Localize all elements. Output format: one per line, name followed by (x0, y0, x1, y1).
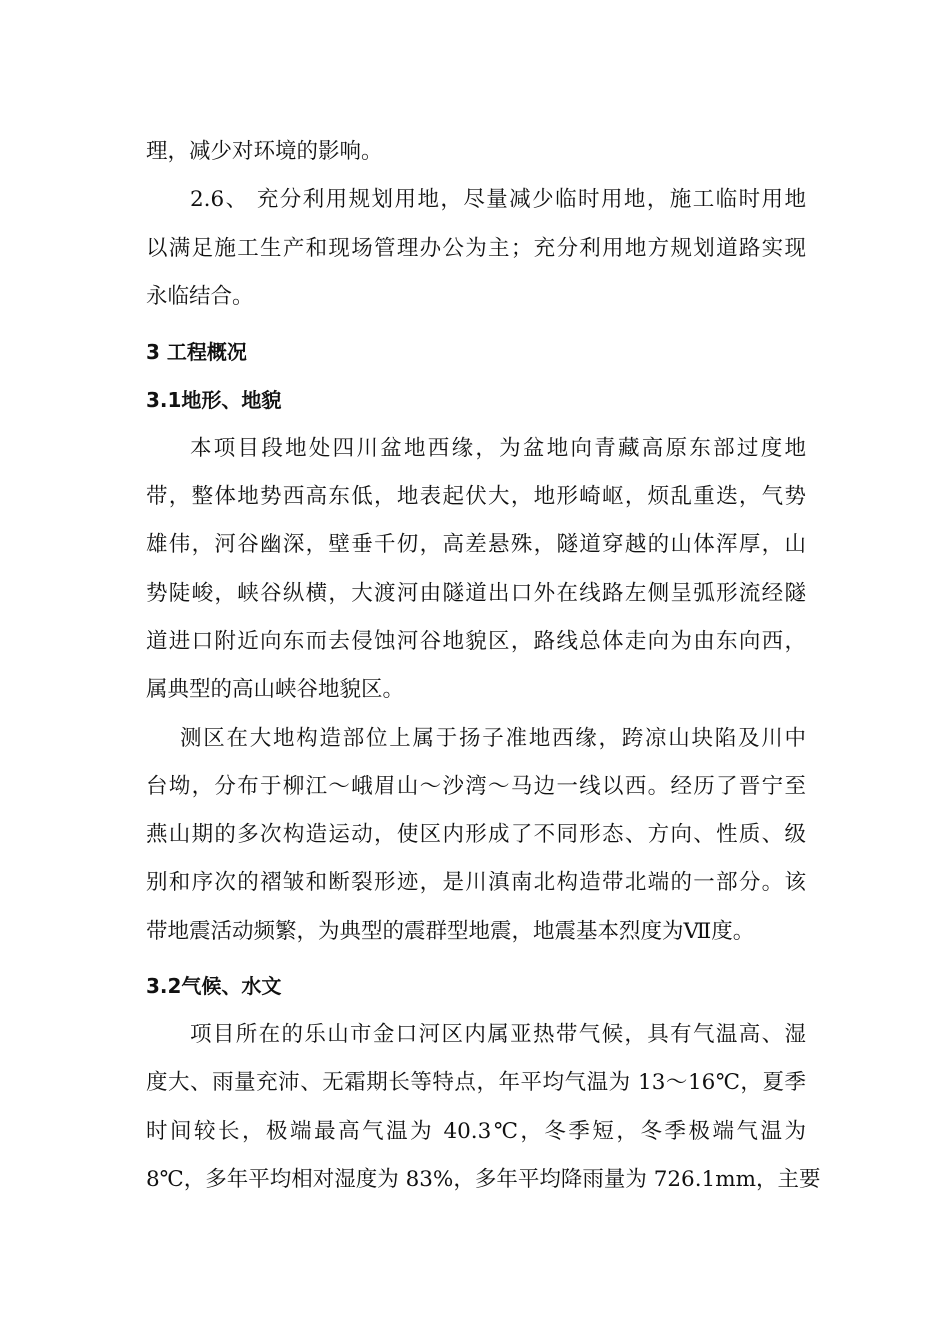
paragraph-line-9: 道进口附近向东而去侵蚀河谷地貌区，路线总体走向为由东向西， (146, 629, 806, 654)
paragraph-line-17: 度大、雨量充沛、无霜期长等特点，年平均气温为 13～16℃，夏季 (146, 1070, 806, 1095)
paragraph-line-2: 2.6、 充分利用规划用地，尽量减少临时用地，施工临时用地 (190, 187, 806, 212)
paragraph-line-13: 燕山期的多次构造运动，使区内形成了不同形态、方向、性质、级 (146, 822, 806, 847)
paragraph-line-3: 以满足施工生产和现场管理办公为主；充分利用地方规划道路实现 (146, 236, 806, 261)
paragraph-line-4: 永临结合。 (146, 284, 254, 309)
paragraph-line-1: 理，减少对环境的影响。 (146, 139, 383, 164)
section-heading-3-2: 3.2气候、水文 (146, 974, 282, 998)
paragraph-line-8: 势陡峻，峡谷纵横，大渡河由隧道出口外在线路左侧呈弧形流经隧 (146, 581, 806, 606)
paragraph-line-11: 测区在大地构造部位上属于扬子准地西缘，跨凉山块陷及川中 (180, 726, 806, 751)
paragraph-line-6: 带，整体地势西高东低，地表起伏大，地形崎岖，烦乱重迭，气势 (146, 484, 806, 509)
paragraph-line-12: 台坳，分布于柳江～峨眉山～沙湾～马边一线以西。经历了晋宁至 (146, 774, 806, 799)
paragraph-line-10: 属典型的高山峡谷地貌区。 (146, 677, 405, 702)
paragraph-line-16: 项目所在的乐山市金口河区内属亚热带气候，具有气温高、湿 (190, 1022, 806, 1047)
paragraph-line-18: 时间较长，极端最高气温为 40.3℃，冬季短，冬季极端气温为 (146, 1119, 806, 1144)
paragraph-line-15: 带地震活动频繁，为典型的震群型地震，地震基本烈度为Ⅶ度。 (146, 919, 755, 944)
paragraph-line-14: 别和序次的褶皱和断裂形迹，是川滇南北构造带北端的一部分。该 (146, 870, 806, 895)
paragraph-line-5: 本项目段地处四川盆地西缘，为盆地向青藏高原东部过度地 (190, 436, 806, 461)
section-heading-3-1: 3.1地形、地貌 (146, 388, 282, 412)
paragraph-line-7: 雄伟，河谷幽深，壁垂千仞，高差悬殊，隧道穿越的山体浑厚，山 (146, 532, 806, 557)
paragraph-line-19: 8℃，多年平均相对湿度为 83%，多年平均降雨量为 726.1mm，主要 (146, 1167, 821, 1192)
section-heading-3: 3 工程概况 (146, 340, 247, 364)
